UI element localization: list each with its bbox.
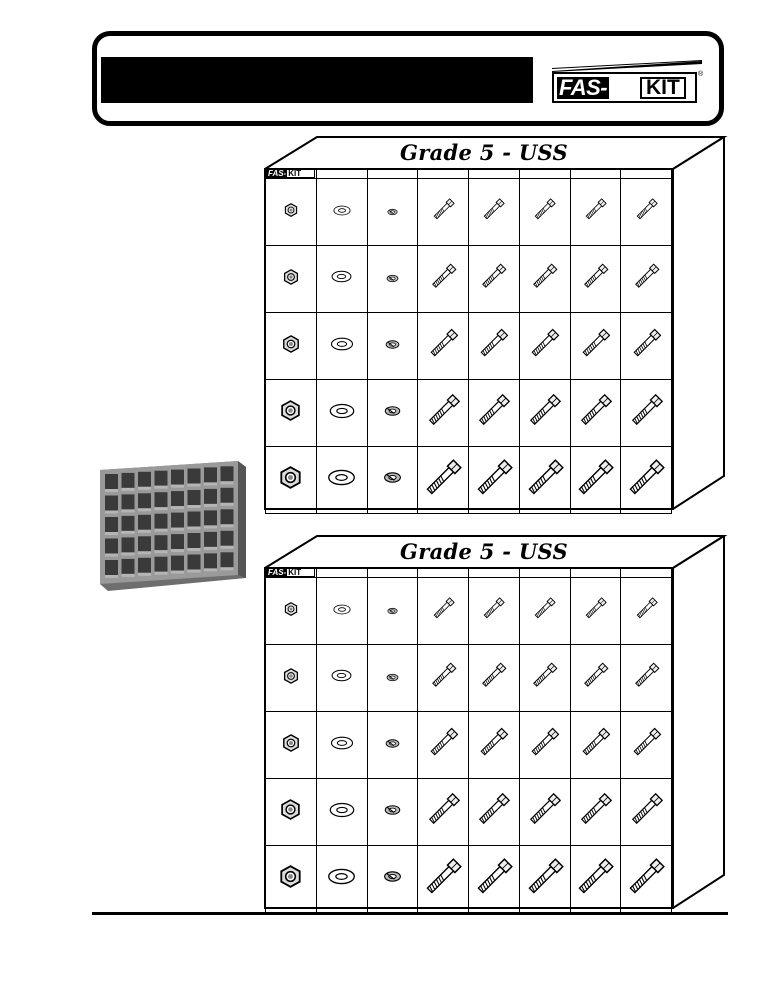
- thumb-bin-lip: [221, 567, 234, 570]
- hex-nut-icon: [283, 668, 299, 684]
- cabinet-title: Grade 5 - USS: [400, 140, 568, 165]
- hex-bolt-icon: [481, 596, 506, 621]
- bin: [570, 179, 621, 246]
- bin-row: [266, 712, 672, 779]
- thumb-bin: [122, 537, 135, 552]
- thumb-bin: [221, 466, 234, 481]
- bin: [570, 578, 621, 645]
- thumb-bin: [188, 555, 201, 570]
- bin-label: [367, 569, 418, 578]
- bin: [418, 578, 469, 645]
- bin-label: [367, 170, 418, 179]
- bin: [570, 712, 621, 779]
- thumb-bin: [155, 514, 168, 529]
- bin: [266, 779, 317, 846]
- bin: [621, 779, 672, 846]
- thumb-bin-lip: [122, 509, 135, 512]
- thumb-bin-lip: [155, 486, 168, 489]
- thumb-bin-lip: [204, 547, 217, 550]
- flat-washer-icon: [333, 604, 351, 615]
- thumb-bin-lip: [138, 573, 151, 576]
- hex-bolt-icon: [625, 856, 667, 898]
- lock-washer-icon: [386, 673, 399, 682]
- bin-row: [266, 313, 672, 380]
- bin: [367, 179, 418, 246]
- thumb-bin: [122, 559, 135, 574]
- hex-bolt-icon: [429, 661, 458, 690]
- cabinet-logo-kit: KIT: [288, 169, 302, 178]
- thumb-bin: [171, 556, 184, 571]
- bin: [469, 645, 520, 712]
- thumb-bin: [204, 467, 217, 482]
- bin: [266, 578, 317, 645]
- bin: [367, 447, 418, 514]
- bin: [570, 645, 621, 712]
- bin: [469, 447, 520, 514]
- bin: [266, 380, 317, 447]
- thumb-bin: [122, 473, 135, 488]
- bin: [316, 645, 367, 712]
- hex-nut-icon: [280, 400, 301, 421]
- hex-bolt-icon: [581, 262, 610, 291]
- thumb-bin: [138, 536, 151, 551]
- bin: [418, 645, 469, 712]
- hex-bolt-icon: [532, 197, 557, 222]
- hex-bolt-icon: [625, 457, 667, 499]
- bin: [316, 578, 367, 645]
- hex-bolt-icon: [481, 197, 506, 222]
- hex-bolt-icon: [425, 392, 462, 429]
- thumb-bin-lip: [138, 530, 151, 533]
- hex-bolt-icon: [528, 327, 561, 360]
- bin: [418, 712, 469, 779]
- hex-bolt-icon: [528, 726, 561, 759]
- bin: [418, 447, 469, 514]
- cabinet-logo: [266, 169, 315, 178]
- hex-bolt-icon: [473, 457, 515, 499]
- bin-label: [570, 170, 621, 179]
- hex-bolt-icon: [431, 197, 456, 222]
- thumb-bin-lip: [105, 532, 118, 535]
- bin: [519, 779, 570, 846]
- bin: [621, 313, 672, 380]
- hex-bolt-icon: [634, 596, 659, 621]
- bin: [266, 645, 317, 712]
- bin: [266, 846, 317, 913]
- hex-nut-icon: [282, 335, 300, 353]
- bin: [469, 578, 520, 645]
- bin-label: [519, 170, 570, 179]
- hex-bolt-icon: [577, 392, 614, 429]
- bin-label: [418, 170, 469, 179]
- bin: [316, 380, 367, 447]
- bin-row: [266, 846, 672, 913]
- flat-washer-icon: [327, 868, 356, 885]
- hex-bolt-icon: [583, 596, 608, 621]
- bin: [469, 779, 520, 846]
- thumb-bin: [171, 534, 184, 549]
- hex-bolt-icon: [524, 856, 566, 898]
- bin: [418, 179, 469, 246]
- hex-bolt-icon: [579, 726, 612, 759]
- bin: [621, 578, 672, 645]
- cabinet-title: Grade 5 - USS: [400, 539, 568, 564]
- bin: [621, 179, 672, 246]
- bin: [621, 645, 672, 712]
- bin: [316, 447, 367, 514]
- bin: [367, 380, 418, 447]
- cabinet-upper: [264, 136, 730, 510]
- hex-bolt-icon: [630, 327, 663, 360]
- bin: [316, 712, 367, 779]
- bin-cabinet-thumbnail: [96, 458, 248, 592]
- thumb-bin-lip: [171, 549, 184, 552]
- lock-washer-icon: [383, 870, 402, 883]
- hex-bolt-icon: [628, 392, 665, 429]
- cabinet-logo-kit: KIT: [288, 568, 302, 577]
- bin: [367, 645, 418, 712]
- flat-washer-icon: [330, 736, 354, 750]
- thumb-bin: [188, 512, 201, 527]
- bin: [570, 380, 621, 447]
- thumb-bin: [171, 513, 184, 528]
- lock-washer-icon: [385, 738, 400, 749]
- thumb-bin-lip: [188, 527, 201, 530]
- thumb-bin: [122, 516, 135, 531]
- hex-nut-icon: [282, 734, 300, 752]
- lock-washer-icon: [385, 339, 400, 350]
- thumb-bin-lip: [122, 574, 135, 577]
- thumb-bin: [155, 471, 168, 486]
- grid-header-row: [266, 569, 672, 578]
- bin-label: [316, 170, 367, 179]
- bin: [469, 846, 520, 913]
- bin: [570, 313, 621, 380]
- thumb-bin-lip: [105, 575, 118, 578]
- thumb-bin-lip: [171, 506, 184, 509]
- thumb-bin: [204, 489, 217, 504]
- bin: [316, 846, 367, 913]
- bin-table: [265, 169, 672, 514]
- hex-bolt-icon: [425, 791, 462, 828]
- hex-bolt-icon: [574, 457, 616, 499]
- hex-nut-icon: [284, 602, 298, 616]
- bin: [266, 313, 317, 380]
- cabinet-lower: [264, 535, 730, 909]
- bin: [316, 246, 367, 313]
- bin-label: [570, 569, 621, 578]
- hex-bolt-icon: [429, 262, 458, 291]
- hex-bolt-icon: [526, 392, 563, 429]
- lock-washer-icon: [384, 405, 401, 417]
- bin: [316, 779, 367, 846]
- thumb-bin-lip: [204, 504, 217, 507]
- bin-label: [469, 170, 520, 179]
- hex-bolt-icon: [477, 327, 510, 360]
- bin: [266, 179, 317, 246]
- bin: [621, 447, 672, 514]
- thumb-bin: [138, 493, 151, 508]
- bin: [367, 779, 418, 846]
- thumb-bin-lip: [105, 554, 118, 557]
- bin: [367, 712, 418, 779]
- thumb-bin-lip: [204, 525, 217, 528]
- thumb-bin: [188, 490, 201, 505]
- hex-bolt-icon: [574, 856, 616, 898]
- thumb-bin: [138, 558, 151, 573]
- cabinet-logo-fas: FAS-: [268, 568, 287, 577]
- bin-label: [316, 569, 367, 578]
- thumb-bin-lip: [138, 508, 151, 511]
- bin: [316, 179, 367, 246]
- thumb-bin: [221, 509, 234, 524]
- hex-bolt-icon: [477, 726, 510, 759]
- bin-label: [621, 569, 672, 578]
- thumb-bin: [188, 469, 201, 484]
- bin: [418, 380, 469, 447]
- flat-washer-icon: [331, 669, 352, 682]
- thumb-bin: [105, 560, 118, 575]
- logo-kit-text: KIT: [640, 77, 686, 99]
- lock-washer-icon: [387, 208, 398, 216]
- hex-bolt-icon: [630, 726, 663, 759]
- flat-washer-icon: [327, 469, 356, 486]
- bin-row: [266, 246, 672, 313]
- thumb-bin: [188, 533, 201, 548]
- flat-washer-icon: [333, 205, 351, 216]
- hex-bolt-icon: [427, 726, 460, 759]
- bin: [570, 246, 621, 313]
- bin: [367, 246, 418, 313]
- thumb-bin: [204, 510, 217, 525]
- bin: [418, 313, 469, 380]
- bin: [418, 246, 469, 313]
- bin: [570, 447, 621, 514]
- bin: [316, 313, 367, 380]
- bin: [519, 313, 570, 380]
- hex-bolt-icon: [526, 791, 563, 828]
- flat-washer-icon: [329, 403, 355, 419]
- grid-header-row: [266, 170, 672, 179]
- thumb-bin-lip: [188, 570, 201, 573]
- bin: [519, 179, 570, 246]
- bin: [519, 578, 570, 645]
- hex-bolt-icon: [634, 197, 659, 222]
- bin: [519, 846, 570, 913]
- bin: [367, 313, 418, 380]
- flat-washer-icon: [331, 270, 352, 283]
- thumb-bin-lip: [155, 507, 168, 510]
- thumb-bin: [171, 491, 184, 506]
- hex-nut-icon: [280, 799, 301, 820]
- thumb-bin: [105, 517, 118, 532]
- bin: [266, 246, 317, 313]
- bin: [469, 380, 520, 447]
- flat-washer-icon: [330, 337, 354, 351]
- bin: [519, 246, 570, 313]
- thumb-bin-lip: [221, 481, 234, 484]
- bin: [469, 712, 520, 779]
- thumb-bin-lip: [171, 485, 184, 488]
- hex-bolt-icon: [579, 327, 612, 360]
- thumb-bin-lip: [155, 550, 168, 553]
- bin: [621, 246, 672, 313]
- fas-kit-logo: [552, 60, 702, 105]
- thumb-bin: [138, 472, 151, 487]
- hex-bolt-icon: [479, 262, 508, 291]
- logo-box: [552, 72, 697, 103]
- lock-washer-icon: [384, 804, 401, 816]
- thumb-bin-lip: [155, 572, 168, 575]
- thumb-bin-lip: [171, 571, 184, 574]
- thumb-bin-lip: [105, 511, 118, 514]
- hex-bolt-icon: [583, 197, 608, 222]
- thumb-bin-lip: [188, 505, 201, 508]
- bin: [367, 846, 418, 913]
- thumb-bin-lip: [188, 484, 201, 487]
- hex-nut-icon: [284, 203, 298, 217]
- lock-washer-icon: [383, 471, 402, 484]
- bin: [621, 380, 672, 447]
- thumb-bin: [155, 557, 168, 572]
- thumb-bin: [221, 552, 234, 567]
- hex-bolt-icon: [422, 856, 464, 898]
- bin: [519, 447, 570, 514]
- bin: [367, 578, 418, 645]
- bin-row: [266, 645, 672, 712]
- thumb-bin-lip: [122, 552, 135, 555]
- title-bar: [101, 57, 533, 103]
- bin: [469, 246, 520, 313]
- bin-label: [469, 569, 520, 578]
- thumb-bin: [155, 535, 168, 550]
- bin-grid: [265, 169, 672, 514]
- thumb-bin-lip: [138, 551, 151, 554]
- hex-bolt-icon: [422, 457, 464, 499]
- thumb-bin: [155, 492, 168, 507]
- thumb-bin-lip: [221, 546, 234, 549]
- hex-bolt-icon: [530, 262, 559, 291]
- hex-bolt-icon: [581, 661, 610, 690]
- thumb-bin-lip: [188, 548, 201, 551]
- hex-bolt-icon: [427, 327, 460, 360]
- thumb-bin: [204, 532, 217, 547]
- hex-bolt-icon: [479, 661, 508, 690]
- bin-table: [265, 568, 672, 913]
- thumb-bin-lip: [204, 482, 217, 485]
- hex-bolt-icon: [524, 457, 566, 499]
- thumb-bin-lip: [171, 528, 184, 531]
- flat-washer-icon: [329, 802, 355, 818]
- hex-nut-icon: [279, 865, 302, 888]
- bin: [266, 447, 317, 514]
- bin-row: [266, 179, 672, 246]
- thumb-bin-lip: [122, 488, 135, 491]
- registered-mark: ®: [698, 71, 704, 78]
- thumb-bin: [221, 488, 234, 503]
- hex-bolt-icon: [530, 661, 559, 690]
- bin-row: [266, 779, 672, 846]
- lock-washer-icon: [387, 607, 398, 615]
- header-banner: [92, 31, 724, 126]
- thumb-bin: [221, 531, 234, 546]
- thumb-bin-lip: [155, 529, 168, 532]
- bin: [469, 179, 520, 246]
- hex-bolt-icon: [475, 392, 512, 429]
- hex-bolt-icon: [632, 262, 661, 291]
- bin: [519, 645, 570, 712]
- bin-label: [519, 569, 570, 578]
- hex-bolt-icon: [577, 791, 614, 828]
- thumb-bin-lip: [221, 524, 234, 527]
- bin: [621, 712, 672, 779]
- bin-row: [266, 447, 672, 514]
- hex-nut-icon: [279, 466, 302, 489]
- hex-bolt-icon: [475, 791, 512, 828]
- bin: [519, 380, 570, 447]
- hex-bolt-icon: [628, 791, 665, 828]
- thumb-bin: [171, 470, 184, 485]
- bin: [519, 712, 570, 779]
- bin: [469, 313, 520, 380]
- bin: [570, 846, 621, 913]
- bin: [418, 846, 469, 913]
- bin-label: [418, 569, 469, 578]
- hex-nut-icon: [283, 269, 299, 285]
- thumb-bin-lip: [221, 503, 234, 506]
- hex-bolt-icon: [532, 596, 557, 621]
- thumb-bin: [105, 474, 118, 489]
- bin-label: [621, 170, 672, 179]
- thumb-bin-lip: [138, 487, 151, 490]
- thumb-bin-lip: [204, 568, 217, 571]
- logo-fas-text: FAS-: [559, 75, 608, 100]
- lock-washer-icon: [386, 274, 399, 283]
- bin: [621, 846, 672, 913]
- bin: [570, 779, 621, 846]
- hex-bolt-icon: [473, 856, 515, 898]
- bin: [418, 779, 469, 846]
- cabinet-logo: [266, 568, 315, 577]
- footer-rule: [92, 912, 728, 915]
- hex-bolt-icon: [431, 596, 456, 621]
- bin-row: [266, 380, 672, 447]
- thumb-bin: [204, 553, 217, 568]
- thumb-bin: [105, 496, 118, 511]
- thumb-bin: [138, 515, 151, 530]
- logo-swoosh-icon: [552, 60, 702, 72]
- bin-row: [266, 578, 672, 645]
- hex-bolt-icon: [632, 661, 661, 690]
- thumb-bin: [122, 494, 135, 509]
- cabinet-logo-fas: FAS-: [268, 169, 287, 178]
- thumb-bin-lip: [122, 531, 135, 534]
- thumb-bin-lip: [105, 489, 118, 492]
- thumb-bin: [105, 539, 118, 554]
- bin-grid: [265, 568, 672, 913]
- bin: [266, 712, 317, 779]
